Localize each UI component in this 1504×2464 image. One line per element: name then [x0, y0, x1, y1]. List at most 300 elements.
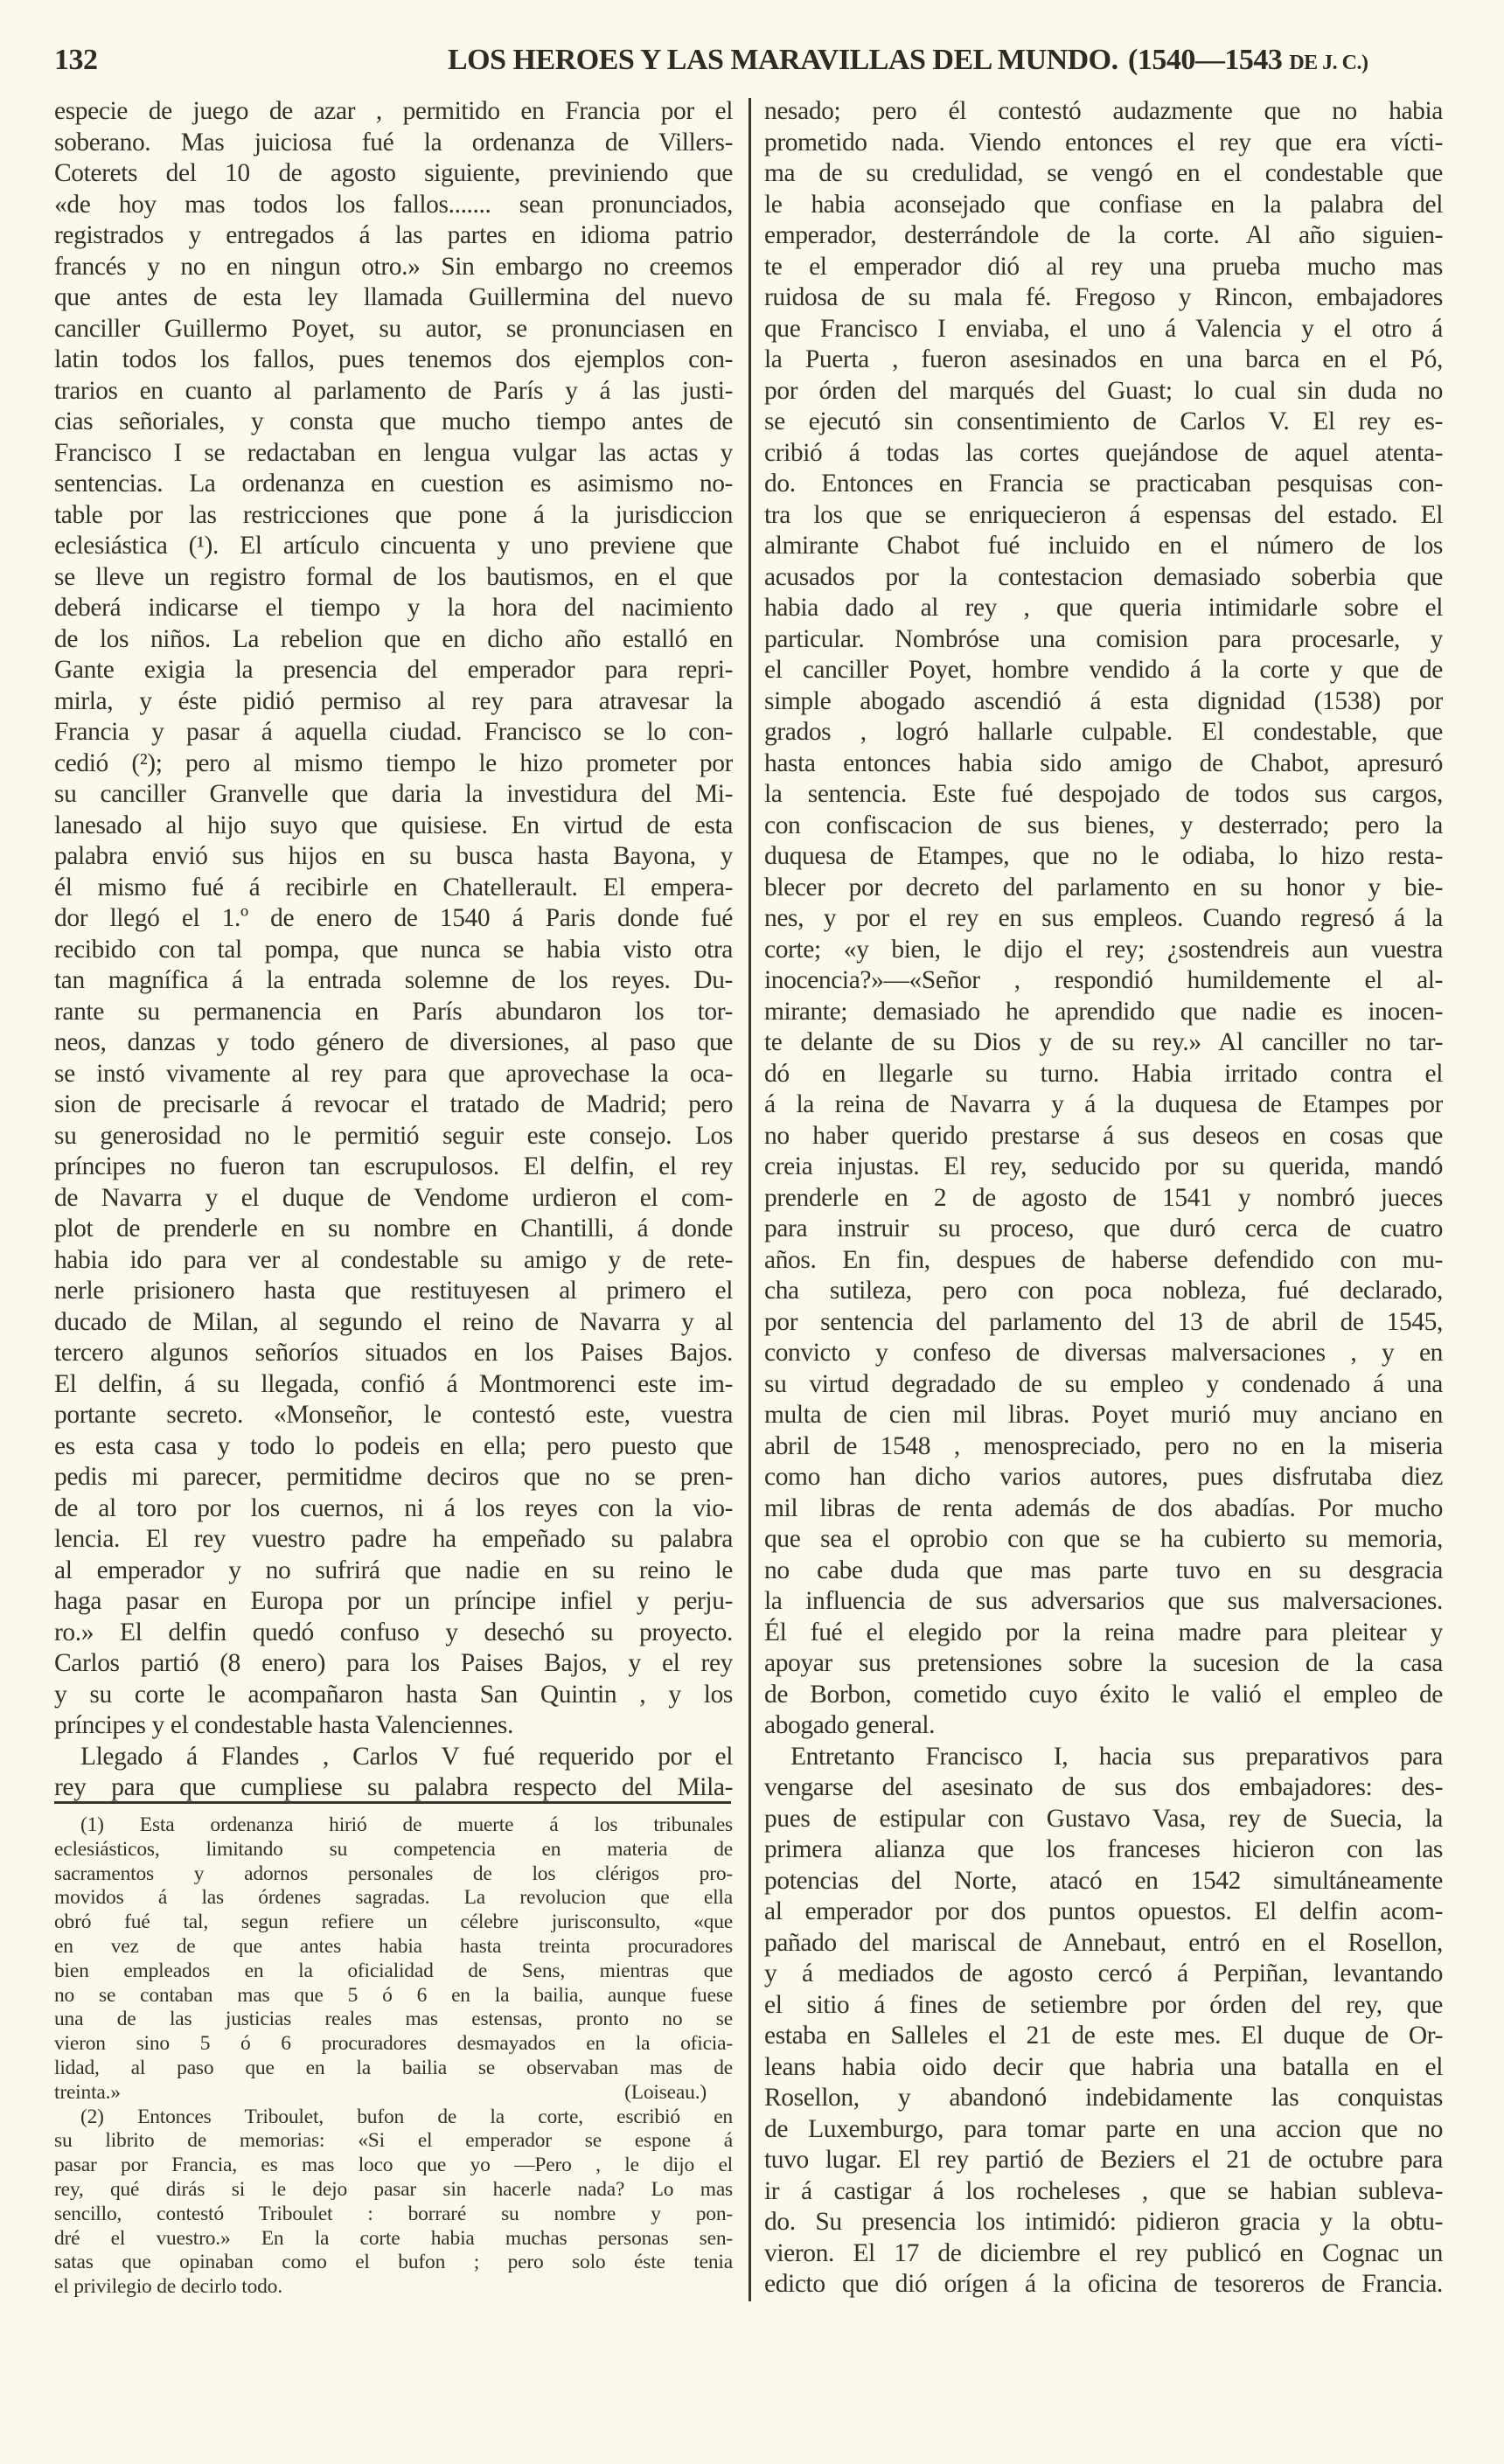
- text-line-content: rey para que cumpliese su palabra respecto del Mila-: [54, 1773, 733, 1801]
- text-line-content: que antes de esta ley llamada Guillermina del nuevo: [54, 283, 733, 311]
- text-line: [54, 1710, 733, 1742]
- text-line: [764, 128, 1443, 159]
- text-line-content: te el emperador dió al rey una prueba mucho mas: [764, 252, 1443, 281]
- text-line: [764, 873, 1443, 904]
- text-line: [54, 314, 733, 345]
- text-line: [54, 2154, 733, 2178]
- text-line-content: treinta.»: [54, 2080, 121, 2104]
- text-line-content: el privilegio de decirlo todo.: [54, 2275, 282, 2299]
- text-line: [54, 1338, 733, 1369]
- text-line-content: corte; «y bien, le dijo el rey; ¿sostendreis aun vuestra: [764, 935, 1443, 964]
- text-line-content: francés y no en ningun otro.» Sin embargo no creemos: [54, 252, 733, 281]
- text-line: [54, 158, 733, 190]
- text-line-content: deberá indicarse el tiempo y la hora del nacimiento: [54, 594, 733, 622]
- text-line-content: el canciller Poyet, hombre vendido á la corte y que de: [764, 656, 1443, 684]
- text-line: [54, 1276, 733, 1307]
- text-line-content: (2) Entonces Triboulet, bufon de la corte, escribió en: [80, 2105, 733, 2128]
- text-line-content: emperador, desterrándole de la corte. Al año siguien-: [764, 221, 1443, 249]
- text-line: [764, 220, 1443, 252]
- text-line: [764, 1834, 1443, 1866]
- text-line-content: cha sutileza, pero con poca nobleza, fué declarado,: [764, 1277, 1443, 1305]
- text-line: [764, 1959, 1443, 1990]
- text-line-content: tan magnífica á la entrada solemne de los reyes. Du-: [54, 966, 733, 994]
- text-line: [764, 1400, 1443, 1431]
- text-line-content: Francisco I se redactaban en lengua vulgar las actas y: [54, 438, 733, 467]
- text-line-content: mirla, y éste pidió permiso al rey para atravesar la: [54, 686, 733, 715]
- text-line-content: te delante de su Dios y de su rey.» Al canciller no tar-: [764, 1028, 1443, 1056]
- date-range-years: (1540—1543: [1128, 44, 1283, 76]
- text-line-content: nes, y por el rey en sus empleos. Cuando regresó á la: [764, 904, 1443, 932]
- text-line: [764, 2176, 1443, 2208]
- text-line-content: se lleve un registro formal de los bautismos, en el que: [54, 562, 733, 591]
- text-line: [54, 2129, 733, 2154]
- text-line: [54, 2203, 733, 2227]
- text-line-content: él mismo fué á recibirle en Chatellerault. El empera-: [54, 873, 733, 901]
- text-line-content: no se contaban mas que 5 ó 6 en la bailia, aunque fuese: [54, 1983, 733, 2007]
- text-line: [54, 1772, 733, 1804]
- text-line: [764, 562, 1443, 594]
- text-line-content: latin todos los fallos, pues tenemos dos ejemplos con-: [54, 345, 733, 373]
- text-line-content: el sitio á fines de setiembre por órden del rey, que: [764, 1990, 1443, 2019]
- text-line-content: haga pasar en Europa por un príncipe infiel y perju-: [54, 1587, 733, 1615]
- text-line: [54, 1121, 733, 1152]
- text-line-content: soberano. Mas juiciosa fué la ordenanza de Villers-: [54, 128, 733, 157]
- text-line: [54, 1959, 733, 1984]
- text-line: [764, 2238, 1443, 2270]
- text-line-content: leans habia oido decir que habria una batalla en el: [764, 2052, 1443, 2081]
- left-column: [54, 96, 733, 1804]
- text-line-content: al emperador por dos puntos opuestos. El delfin acom-: [764, 1897, 1443, 1925]
- text-line-content: Llegado á Flandes , Carlos V fué requerido por el: [80, 1742, 733, 1771]
- text-line-content: primera alianza que los franceses hicieron con las: [764, 1835, 1443, 1863]
- text-line: [764, 158, 1443, 190]
- text-line-content: palabra envió sus hijos en su busca hasta Bayona, y: [54, 842, 733, 870]
- text-line: [54, 1862, 733, 1887]
- text-line: [54, 220, 733, 252]
- text-line: [54, 1813, 733, 1838]
- text-line: [764, 1556, 1443, 1587]
- text-line: [54, 1935, 733, 1959]
- text-line: [764, 376, 1443, 407]
- text-line: [764, 2207, 1443, 2238]
- text-line-content: canciller Guillermo Poyet, su autor, se pronunciasen en: [54, 314, 733, 343]
- text-line-content: acusados por la contestacion demasiado soberbia que: [764, 562, 1443, 591]
- text-line: [54, 128, 733, 159]
- text-line-content: vieron sino 5 ó 6 procuradores desmayados en la oficia-: [54, 2032, 733, 2056]
- text-line-content: lidad, al paso que en la bailia se observaban mas de: [54, 2056, 733, 2079]
- text-line-content: cribió á todas las cortes quejándose de aquel atenta-: [764, 438, 1443, 467]
- text-line: [764, 1338, 1443, 1369]
- text-line: [54, 2178, 733, 2203]
- text-line: [764, 407, 1443, 438]
- text-line-content: se ejecutó sin consentimiento de Carlos V. El rey es-: [764, 407, 1443, 435]
- text-line: [764, 965, 1443, 997]
- text-line-content: mirante; demasiado he aprendido que nadie es inocen-: [764, 997, 1443, 1026]
- text-line: [764, 1618, 1443, 1649]
- text-line-content: con confiscacion de sus bienes, y desterrado; pero la: [764, 811, 1443, 839]
- text-line: [764, 2083, 1443, 2114]
- text-line-content: se instó vivamente al rey para que aprovechase la oca-: [54, 1059, 733, 1088]
- text-line: [54, 1680, 733, 1711]
- text-line-content: convicto y confeso de diversas malversaciones , y en: [764, 1339, 1443, 1367]
- text-line: [764, 1307, 1443, 1339]
- date-range: [1128, 44, 1368, 77]
- text-line-content: años. En fin, despues de haberse defendido con mu-: [764, 1245, 1443, 1274]
- text-line-content: dó en llegarle su turno. Habia irritado contra el: [764, 1059, 1443, 1088]
- text-line-content: su librito de memorias: «Si el emperador se espone á: [54, 2129, 733, 2153]
- text-line-content: para instruir su proceso, que duró cerca de cuatro: [764, 1215, 1443, 1242]
- text-line-content: El delfin, á su llegada, confió á Montmorenci este im-: [54, 1369, 733, 1398]
- text-line: [764, 2052, 1443, 2084]
- text-line-content: de Borbon, cometido cuyo éxito le valió el empleo de: [764, 1680, 1443, 1709]
- text-line-content: ro.» El delfin quedó confuso y desechó su proyecto.: [54, 1618, 733, 1646]
- text-line: [54, 624, 733, 656]
- text-line-content: Rosellon, y abandonó indebidamente las conquistas: [764, 2084, 1443, 2112]
- text-line-content: pañado del mariscal de Annebaut, entró en el Rosellon,: [764, 1928, 1443, 1957]
- text-line: [764, 190, 1443, 221]
- text-line-content: pasar por Francia, es mas loco que yo —Pero , le dijo el: [54, 2154, 733, 2177]
- text-line: [54, 1462, 733, 1493]
- text-line: [54, 282, 733, 314]
- text-line-content: de los niños. La rebelion que en dicho año estalló en: [54, 624, 733, 653]
- text-line-content: su virtud degradado de su empleo y condenado á una: [764, 1369, 1443, 1398]
- text-line: [54, 500, 733, 532]
- text-line: [764, 1897, 1443, 1928]
- text-line: [54, 935, 733, 966]
- text-line: [764, 2145, 1443, 2176]
- text-line-content: tercero algunos señoríos situados en los Paises Bajos.: [54, 1339, 733, 1367]
- text-line-content: de Navarra y el duque de Vendome urdieron el com-: [54, 1183, 733, 1212]
- text-line-content: á la reina de Navarra y á la duquesa de Etampes por: [764, 1090, 1443, 1118]
- text-line-content: y su corte le acompañaron hasta San Quintin , y los: [54, 1680, 733, 1709]
- text-line-content: lanesado al hijo suyo que quisiese. En virtud de esta: [54, 811, 733, 839]
- text-line: [764, 686, 1443, 718]
- text-line: [54, 1059, 733, 1090]
- text-line-content: apoyar sus pretensiones sobre la sucesion de la casa: [764, 1649, 1443, 1677]
- text-line: [764, 1866, 1443, 1897]
- text-line: [764, 1121, 1443, 1152]
- text-line-content: inocencia?»—«Señor , respondió humildemente el al-: [764, 966, 1443, 994]
- text-line-content: sencillo, contestó Triboulet : borraré su nombre y pon-: [54, 2202, 733, 2225]
- text-line: [54, 748, 733, 780]
- text-line: [54, 376, 733, 407]
- text-line: [764, 841, 1443, 873]
- text-line-content: hasta entonces habia sido amigo de Chabot, apresuró: [764, 748, 1443, 777]
- text-line-content: ma de su credulidad, se vengó en el condestable que: [764, 159, 1443, 187]
- text-line-content: abogado general.: [764, 1711, 936, 1739]
- text-line: [54, 1886, 733, 1911]
- text-line-content: es esta casa y todo lo podeis en ella; pero puesto que: [54, 1431, 733, 1460]
- text-line-content: estaba en Salleles el 21 de este mes. El duque de Or-: [764, 2022, 1443, 2050]
- text-line: [54, 593, 733, 624]
- text-line-content: abril de 1548 , menospreciado, pero no en la miseria: [764, 1431, 1443, 1460]
- text-line: [764, 1089, 1443, 1121]
- text-line: [54, 811, 733, 842]
- text-line: [54, 2032, 733, 2057]
- text-line-content: recibido con tal pompa, que nunca se habia visto otra: [54, 935, 733, 964]
- text-line: [54, 1556, 733, 1587]
- text-line: [764, 469, 1443, 500]
- column-divider: [749, 98, 751, 2301]
- text-line-content: creia injustas. El rey, seducido por su querida, mandó: [764, 1152, 1443, 1180]
- text-line-content: registrados y entregados á las partes en idioma patrio: [54, 221, 733, 249]
- text-line: [54, 1493, 733, 1525]
- text-line: [764, 1804, 1443, 1835]
- text-line-content: de al toro por los cuernos, ni á los reyes con la vio-: [54, 1493, 733, 1522]
- text-line-content: en vez de que antes habia hasta treinta procuradores: [54, 1934, 733, 1958]
- text-line-content: pues de estipular con Gustavo Vasa, rey de Suecia, la: [764, 1804, 1443, 1833]
- text-line: [764, 1152, 1443, 1183]
- text-line-content: grados , logró hallarle culpable. El condestable, que: [764, 718, 1443, 746]
- text-line-content: rey, qué dirás si le dejo pasar sin hacerle nada? Lo mas: [54, 2177, 733, 2201]
- text-line: [764, 345, 1443, 376]
- text-line-content: la influencia de sus adversarios que sus malversaciones.: [764, 1587, 1443, 1615]
- text-line: [764, 438, 1443, 470]
- text-line-content: nesado; pero él contestó audazmente que no habia: [764, 97, 1443, 125]
- text-line-content: do. Entonces en Francia se practicaban pesquisas con-: [764, 470, 1443, 498]
- text-line-content: portante secreto. «Monseñor, le contestó este, vuestra: [54, 1401, 733, 1429]
- text-line-content: de Luxemburgo, para tomar parte en una accion que no: [764, 2114, 1443, 2143]
- text-line: [54, 1618, 733, 1649]
- text-line: [54, 717, 733, 748]
- text-line-content: «de hoy mas todos los fallos....... sean pronunciados,: [54, 190, 733, 219]
- text-line: [54, 965, 733, 997]
- text-line: [764, 1183, 1443, 1215]
- text-line: [54, 1984, 733, 2008]
- text-line-content: Él fué el elegido por la reina madre para pleitear y: [764, 1618, 1443, 1646]
- text-line: [764, 1524, 1443, 1556]
- running-title: LOS HEROES Y LAS MARAVILLAS DEL MUNDO.: [448, 44, 1118, 76]
- text-line: [54, 1245, 733, 1277]
- text-line: [764, 282, 1443, 314]
- text-line: [764, 1431, 1443, 1463]
- text-line: [54, 903, 733, 935]
- text-line: [54, 1742, 733, 1773]
- text-line: [54, 407, 733, 438]
- text-line-content: prenderle en 2 de agosto de 1541 y nombró jueces: [764, 1183, 1443, 1212]
- text-line: [764, 1027, 1443, 1059]
- text-line: [54, 1400, 733, 1431]
- text-line-content: ruidosa de su mala fé. Fregoso y Rincon, embajadores: [764, 283, 1443, 311]
- text-line-content: do. Su presencia los intimidó: pidieron gracia y la obtu-: [764, 2208, 1443, 2236]
- text-line-content: mil libras de renta además de dos abadías. Por mucho: [764, 1493, 1443, 1522]
- text-line-content: no haber querido prestarse á sus deseos en cosas que: [764, 1121, 1443, 1150]
- text-line: [764, 1369, 1443, 1401]
- text-line-content: obró fué tal, segun refiere un célebre jurisconsulto, «que: [54, 1911, 733, 1934]
- text-line: [764, 1245, 1443, 1277]
- text-line-content: blecer por decreto del parlamento en su honor y bie-: [764, 873, 1443, 901]
- text-line-content: al emperador y no sufrirá que nadie en su reino le: [54, 1556, 733, 1584]
- text-line-content: table por las restricciones que pone á la jurisdiccion: [54, 500, 733, 529]
- text-line-content: plot de prenderle en su nombre en Chantilli, á donde: [54, 1215, 733, 1242]
- text-line: [764, 2269, 1443, 2300]
- text-line: [764, 1772, 1443, 1804]
- text-line-content: cias señoriales, y consta que mucho tiempo antes de: [54, 407, 733, 435]
- text-line-content: la sentencia. Este fué despojado de todos sus cargos,: [764, 780, 1443, 808]
- text-line: [54, 2057, 733, 2081]
- text-line-content: dor llegó el 1.º de enero de 1540 á Paris donde fué: [54, 904, 733, 932]
- text-line-content: duquesa de Etampes, que no le odiaba, lo hizo resta-: [764, 842, 1443, 870]
- text-line: [764, 1493, 1443, 1525]
- text-line: [764, 1928, 1443, 1959]
- text-line-content: ir á castigar á los rocheleses , que se habian subleva-: [764, 2176, 1443, 2205]
- text-line-content: cedió (²); pero al mismo tiempo le hizo prometer por: [54, 748, 733, 777]
- text-line-content: pedis mi parecer, permitidme deciros que no se pren-: [54, 1463, 733, 1491]
- page-number: 132: [54, 44, 98, 76]
- text-line: [764, 1710, 1443, 1742]
- text-line-content: Carlos partió (8 enero) para los Paises Bajos, y el rey: [54, 1649, 733, 1677]
- text-line-content: almirante Chabot fué incluido en el número de los: [764, 532, 1443, 560]
- text-line-content: no cabe duda que mas parte tuvo en su desgracia: [764, 1556, 1443, 1584]
- text-line: [54, 531, 733, 562]
- text-line: [764, 1276, 1443, 1307]
- text-line-content: Coterets del 10 de agosto siguiente, previniendo que: [54, 159, 733, 187]
- text-line-content: satas que opinaban como el bufon ; pero solo éste tenia: [54, 2251, 733, 2274]
- text-line: [764, 717, 1443, 748]
- text-line: [54, 2008, 733, 2032]
- footnote-rule: [54, 1801, 731, 1804]
- text-line: [54, 779, 733, 811]
- text-line: [764, 997, 1443, 1028]
- text-line: [54, 1214, 733, 1245]
- text-line-content: eclesiástica (¹). El artículo cincuenta y uno previene que: [54, 532, 733, 560]
- text-line-content: que sea el oprobio con que se ha cubierto su memoria,: [764, 1525, 1443, 1553]
- date-range-suffix: DE J. C.): [1289, 52, 1368, 74]
- text-line: [764, 314, 1443, 345]
- text-line-content: Entretanto Francisco I, hacia sus preparativos para: [790, 1742, 1443, 1771]
- text-line: [764, 624, 1443, 656]
- text-line-content: particular. Nombróse una comision para procesarle, y: [764, 624, 1443, 653]
- text-line-content: sion de precisarle á revocar el tratado de Madrid; pero: [54, 1090, 733, 1118]
- text-line-content: Gante exigia la presencia del emperador para repri-: [54, 656, 733, 684]
- text-line: [54, 686, 733, 718]
- text-line: [54, 1648, 733, 1680]
- text-line-content: la Puerta , fueron asesinados en una barca en el Pó,: [764, 345, 1443, 373]
- text-line: [54, 1838, 733, 1862]
- text-line-content: por sentencia del parlamento del 13 de abril de 1545,: [764, 1307, 1443, 1336]
- text-line: [54, 1431, 733, 1463]
- text-line: [764, 779, 1443, 811]
- text-line: [764, 1680, 1443, 1711]
- text-line-content: habia ido para ver al condestable su amigo y de rete-: [54, 1245, 733, 1274]
- text-line-content: habia dado al rey , que queria intimidarle sobre el: [764, 594, 1443, 622]
- text-line: [764, 1990, 1443, 2022]
- text-line: [54, 2251, 733, 2275]
- text-line: [764, 1462, 1443, 1493]
- text-line: [764, 748, 1443, 780]
- text-line-content: dré el vuestro.» En la corte habia muchas personas sen-: [54, 2226, 733, 2250]
- text-line-content: sentencias. La ordenanza en cuestion es asimismo no-: [54, 470, 733, 498]
- text-line: [54, 190, 733, 221]
- text-line-content: una de las justicias reales mas estensas, pronto no se: [54, 2008, 733, 2031]
- text-line-content: eclesiásticos, limitando su competencia en materia de: [54, 1837, 733, 1861]
- text-line-content: sacramentos y adornos personales de los clérigos pro-: [54, 1862, 733, 1885]
- text-line-content: simple abogado ascendió á esta dignidad (1538) por: [764, 686, 1443, 715]
- text-line: [54, 1369, 733, 1401]
- text-line: [764, 531, 1443, 562]
- text-line: [764, 1059, 1443, 1090]
- text-line: [54, 1152, 733, 1183]
- text-line-content: lencia. El rey vuestro padre ha empeñado su palabra: [54, 1525, 733, 1553]
- text-line: [764, 1214, 1443, 1245]
- text-line-content: ducado de Milan, al segundo el reino de Navarra y al: [54, 1307, 733, 1336]
- text-line-content: rante su permanencia en París abundaron los tor-: [54, 997, 733, 1026]
- text-line-content: príncipes no fueron tan escrupulosos. El delfin, el rey: [54, 1152, 733, 1180]
- text-line: [54, 96, 733, 128]
- text-line-content: su canciller Granvelle que daria la investidura del Mi-: [54, 780, 733, 808]
- text-line-content: su generosidad no le permitió seguir este consejo. Los: [54, 1121, 733, 1150]
- text-line: [764, 1586, 1443, 1618]
- text-line: [764, 811, 1443, 842]
- text-line-content: movidos á las órdenes sagradas. La revolucion que ella: [54, 1886, 733, 1910]
- text-line-content: príncipes y el condestable hasta Valenciennes.: [54, 1711, 513, 1739]
- text-line: [54, 1183, 733, 1215]
- text-line: [54, 873, 733, 904]
- text-line-content: como han dicho varios autores, pues disfrutaba diez: [764, 1463, 1443, 1491]
- text-line-content: vieron. El 17 de diciembre el rey publicó en Cognac un: [764, 2238, 1443, 2267]
- text-line: [54, 1586, 733, 1618]
- text-line-content: trarios en cuanto al parlamento de París y á las justi-: [54, 376, 733, 405]
- text-line: [54, 252, 733, 283]
- text-line: [764, 1648, 1443, 1680]
- text-line: [54, 1911, 733, 1935]
- text-line: [764, 935, 1443, 966]
- text-line-content: que Francisco I enviaba, el uno á Valencia y el otro á: [764, 314, 1443, 343]
- text-line: [54, 655, 733, 686]
- right-column: [764, 96, 1443, 2300]
- text-line: [764, 500, 1443, 532]
- text-line: [54, 841, 733, 873]
- text-line-content: (1) Esta ordenanza hirió de muerte á los tribunales: [80, 1813, 733, 1836]
- text-line: [764, 2021, 1443, 2052]
- text-line: [764, 96, 1443, 128]
- text-line-content: y á mediados de agosto cercó á Perpiñan, levantando: [764, 1959, 1443, 1987]
- text-line: [54, 438, 733, 470]
- text-line-content: tra los que se enriquecieron á espensas del estado. El: [764, 500, 1443, 529]
- text-line: [764, 252, 1443, 283]
- text-line: [54, 997, 733, 1028]
- text-line: [54, 345, 733, 376]
- text-line-content: tuvo lugar. El rey partió de Beziers el 21 de octubre para: [764, 2146, 1443, 2174]
- text-line: [54, 562, 733, 594]
- text-line-content: multa de cien mil libras. Poyet murió muy anciano en: [764, 1401, 1443, 1429]
- text-line: [764, 593, 1443, 624]
- text-line-content: nerle prisionero hasta que restituyesen al primero el: [54, 1277, 733, 1305]
- text-line-content: vengarse del asesinato de sus dos embajadores: des-: [764, 1773, 1443, 1801]
- text-line-content: por órden del marqués del Guast; lo cual sin duda no: [764, 376, 1443, 405]
- text-line: [764, 903, 1443, 935]
- text-line-content: Francia y pasar á aquella ciudad. Francisco se lo con-: [54, 718, 733, 746]
- text-line: [54, 1524, 733, 1556]
- text-line: [54, 2275, 733, 2300]
- text-line-content: neos, danzas y todo género de diversiones, al paso que: [54, 1028, 733, 1056]
- text-line: [764, 655, 1443, 686]
- text-line-content: especie de juego de azar , permitido en Francia por el: [54, 97, 733, 125]
- footnote-attribution: (Loiseau.): [624, 2080, 707, 2104]
- footnotes: [54, 1813, 733, 2300]
- text-line: [54, 1089, 733, 1121]
- text-line: [764, 1742, 1443, 1773]
- text-line: [54, 1307, 733, 1339]
- text-line-content: prometido nada. Viendo entonces el rey que era vícti-: [764, 128, 1443, 157]
- text-line: [54, 2227, 733, 2252]
- text-line: [764, 2114, 1443, 2146]
- text-line: [54, 2081, 733, 2106]
- text-line-content: bien empleados en la oficialidad de Sens, mientras que: [54, 1959, 733, 1982]
- text-line-content: edicto que dió orígen á la oficina de tesoreros de Francia.: [764, 2270, 1443, 2298]
- text-line-content: potencias del Norte, atacó en 1542 simultáneamente: [764, 1866, 1443, 1895]
- text-line: [54, 1027, 733, 1059]
